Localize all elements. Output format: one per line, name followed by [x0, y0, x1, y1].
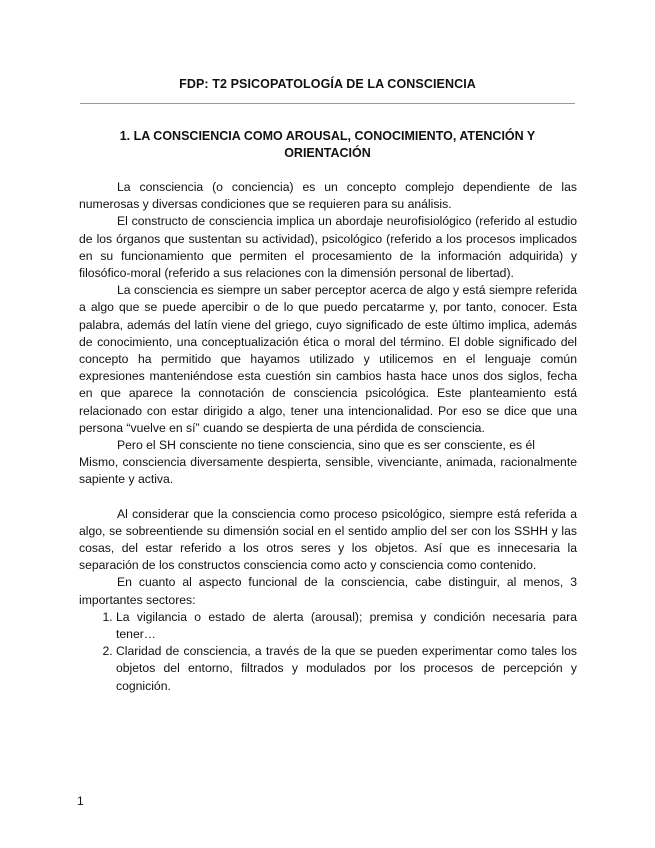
title-divider — [80, 103, 575, 104]
document-title: FDP: T2 PSICOPATOLOGÍA DE LA CONSCIENCIA — [179, 77, 476, 91]
list-item: 2. Claridad de consciencia, a través de la que se pueden experimentar como tales los objetos del entorno, filtrados y modulados por los procesos de percepción y cognición. — [116, 643, 577, 695]
paragraph-gap — [79, 489, 577, 506]
numbered-list — [79, 609, 577, 695]
body-text — [79, 179, 577, 695]
paragraph: Pero el SH consciente no tiene consciencia, sino que es ser consciente, es él — [117, 438, 535, 453]
page-number: 1 — [77, 794, 84, 808]
paragraph: Al considerar que la consciencia como proceso psicológico, siempre está referida a algo, se sobreentiende su dimensión social en el sentido amplio del ser con los SSHH y las cosas, del estar referido a los otros seres y los objetos. Así que es innecesaria la separación de los constructos consciencia como acto y consciencia como contenido. — [79, 506, 577, 573]
paragraph: Mismo, consciencia diversamente despierta, sensible, vivenciante, animada, racionalmente sapiente y activa. — [79, 455, 577, 487]
section-heading: 1. LA CONSCIENCIA COMO AROUSAL, CONOCIMIENTO, ATENCIÓN Y ORIENTACIÓN — [119, 129, 536, 160]
list-item: 1. La vigilancia o estado de alerta (arousal); premisa y condición necesaria para tener… — [116, 609, 577, 643]
paragraph: La consciencia (o conciencia) es un concepto complejo dependiente de las numerosas y diversas condiciones que se requieren para su análisis. — [79, 180, 577, 212]
paragraph: El constructo de consciencia implica un abordaje neurofisiológico (referido al estudio de los órganos que sustentan su actividad), psicológico (referido a los procesos implicados en su funcionamiento que permiten el procesamiento de la información adquirida) y filosófico-moral (referido a sus relaciones con la dimensión personal de libertad). — [79, 214, 577, 281]
paragraph: En cuanto al aspecto funcional de la consciencia, cabe distinguir, al menos, 3 importantes sectores: — [79, 575, 577, 607]
paragraph: La consciencia es siempre un saber perceptor acerca de algo y está siempre referida a algo que se puede apercibir o de lo que puedo percatarme y, por tanto, conocer. Esta palabra, además del latín viene del griego, cuyo significado de este último implica, además de conocimiento, una conceptualización ética o moral del término. El doble significado del concepto ha permitido que hayamos utilizado y utilicemos en el lenguaje común expresiones manteniéndose esta cuestión sin cambios hasta hace unos dos siglos, fecha en que aparece la connotación de consciencia psicológica. Este planteamiento está relacionado con estar dirigido a algo, tener una intencionalidad. Por eso se dice que una persona “vuelve en sí” cuando se despierta de una pérdida de consciencia. — [79, 283, 577, 435]
